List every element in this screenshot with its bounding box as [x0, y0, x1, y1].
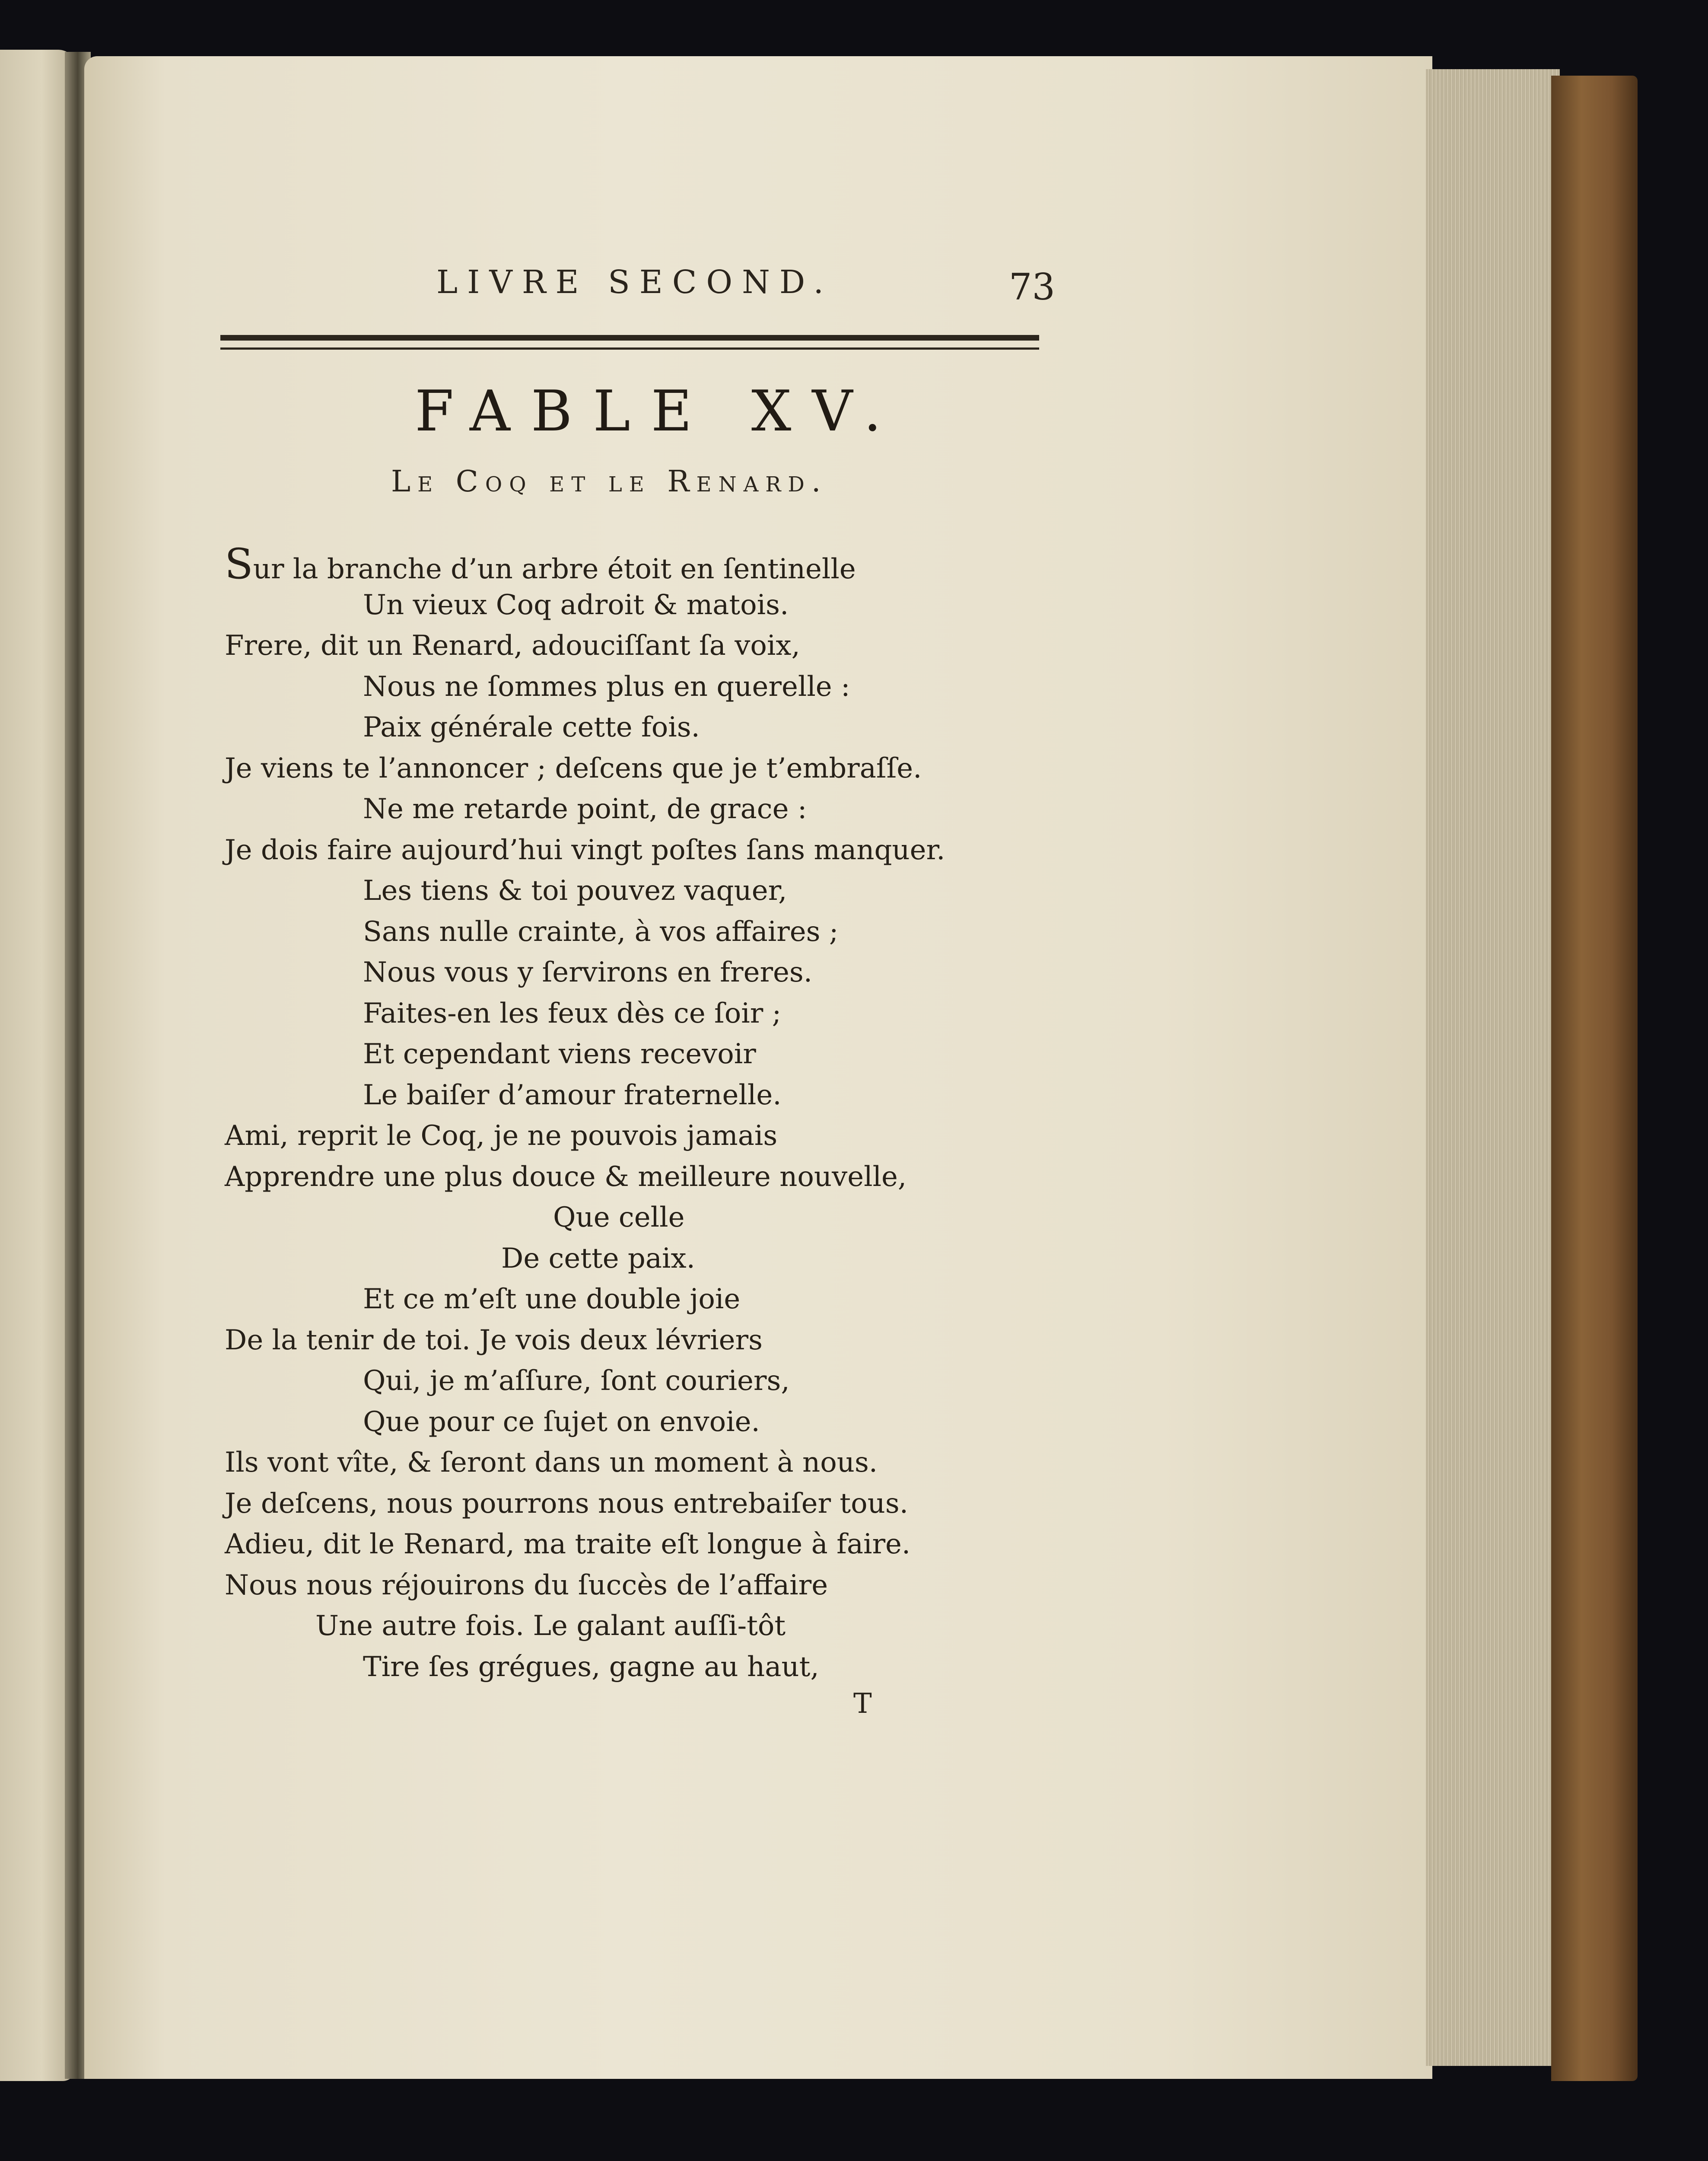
header-rule: [220, 335, 1039, 350]
verse-line: [225, 1568, 828, 1603]
verse-line-text: Et ce m’eſt une double joie: [363, 1283, 741, 1315]
verse-line: [363, 1078, 782, 1112]
verse-line: [225, 628, 800, 663]
verse-line-text: Et cependant viens recevoir: [363, 1038, 756, 1070]
running-header: LIVRE SECOND.: [436, 264, 833, 301]
verse-line: [363, 792, 807, 826]
verse-line-text: Sans nulle crainte, à vos affaires ;: [363, 915, 839, 948]
verse-line-text: Ils vont vîte, & ſeront dans un moment à nous.: [225, 1447, 878, 1479]
verse-line: [363, 1405, 760, 1439]
fable-subtitle: Le Coq et le Renard.: [391, 465, 828, 499]
verse-line-text: Je viens te l’annoncer ; deſcens que je t’embraſſe.: [225, 752, 922, 784]
verse-line-text: Je deſcens, nous pourrons nous entrebaiſer tous.: [225, 1487, 909, 1520]
verse-line: [225, 1445, 878, 1480]
verse-line: [225, 1160, 906, 1194]
verse-line-text: Nous vous y ſervirons en freres.: [363, 956, 813, 988]
page-number: 73: [1009, 266, 1055, 308]
verse-line-text: Nous ne ſommes plus en querelle :: [363, 670, 850, 703]
verse-line: [363, 588, 789, 622]
verse-line-text: Qui, je m’aſſure, ſont couriers,: [363, 1365, 790, 1397]
verse-line: [225, 751, 922, 786]
verse-line-text: Les tiens & toi pouvez vaquer,: [363, 875, 787, 907]
verse-line-text: Que pour ce ſujet on envoie.: [363, 1406, 760, 1438]
verse-line: [225, 833, 945, 867]
verse-line-text: Que celle: [553, 1202, 685, 1233]
verse-line-text: Frere, dit un Renard, adouciſſant ſa voix,: [225, 630, 800, 662]
verse-line: [363, 1037, 756, 1071]
verse-line-text: Faites-en les feux dès ce ſoir ;: [363, 997, 782, 1030]
verse-line-text: De la tenir de toi. Je vois deux lévriers: [225, 1324, 763, 1356]
verse-line: [363, 1282, 740, 1316]
initial-letter: S: [225, 540, 253, 588]
verse-line-text: Une autre fois. Le galant auſſi-tôt: [315, 1610, 786, 1642]
verse-line: [553, 1200, 684, 1235]
verse-line: [363, 955, 812, 990]
verse-line-text: Ami, reprit le Coq, je ne pouvois jamais: [225, 1120, 778, 1152]
verse-line: [501, 1241, 695, 1276]
verse-line-text: Apprendre une plus douce & meilleure nouvelle,: [225, 1160, 907, 1193]
verse-line: [363, 873, 787, 908]
verse-line: [225, 1486, 908, 1521]
verse-line: [315, 1609, 786, 1643]
verse-line: [363, 1650, 819, 1684]
verse-line: [363, 1364, 790, 1398]
verse-line-text: Ne me retarde point, de grace :: [363, 793, 807, 825]
verse-line-text: De cette paix.: [501, 1242, 695, 1275]
verse-line-text: Adieu, dit le Renard, ma traite eſt longue à faire.: [225, 1528, 911, 1560]
verse-line: [363, 669, 850, 704]
verse-line: [225, 1527, 910, 1562]
verse-line-text: Je dois faire aujourd’hui vingt poſtes ſans manquer.: [225, 834, 945, 866]
verse-line-text: Un vieux Coq adroit & matois.: [363, 589, 789, 621]
verse-line-text: ur la branche d’un arbre étoit en ſentinelle: [253, 553, 856, 585]
verse-line: [225, 540, 856, 588]
verse-line-text: Paix générale cette fois.: [363, 711, 700, 743]
verse-line: [363, 915, 838, 949]
verse-line-text: Le baiſer d’amour fraternelle.: [363, 1079, 782, 1111]
verse-line-text: Nous nous réjouirons du ſuccès de l’affaire: [225, 1569, 828, 1601]
verse-line: [363, 710, 700, 745]
verse-line-text: Tire ſes grégues, gagne au haut,: [363, 1651, 819, 1683]
fable-title: FABLE XV.: [415, 378, 902, 444]
verse-line: [363, 996, 781, 1031]
signature-mark: T: [853, 1688, 872, 1720]
verse-line: [225, 1323, 763, 1358]
verse-line: [225, 1119, 777, 1153]
